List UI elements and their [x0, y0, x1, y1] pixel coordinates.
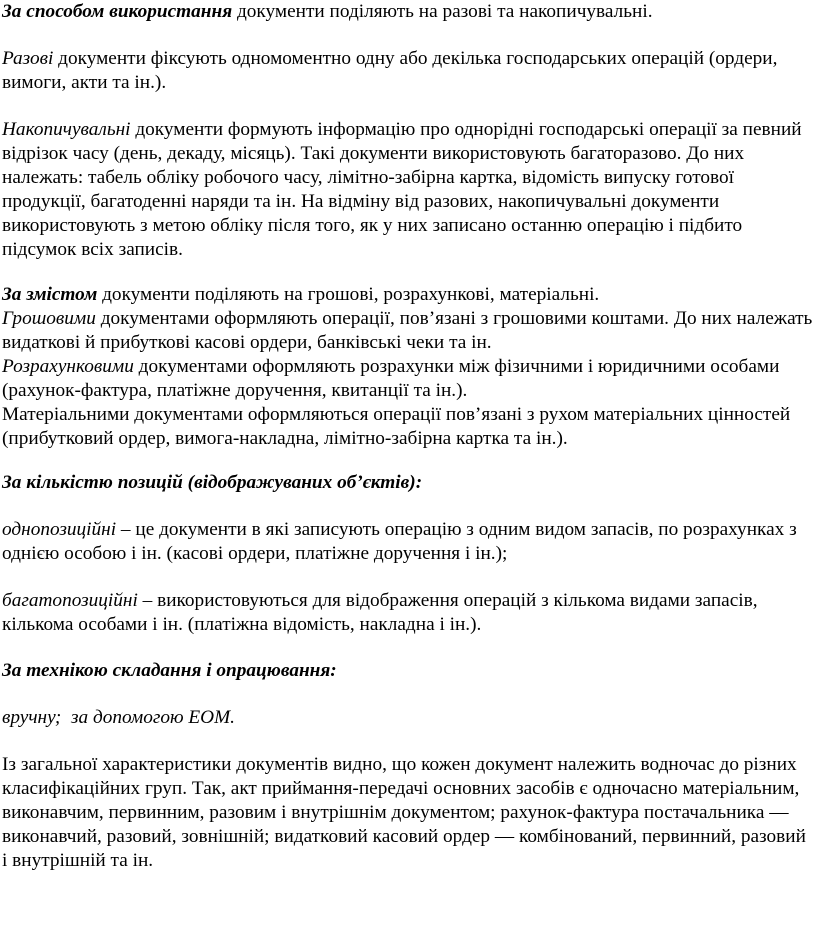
term-cumulative: Накопичувальні — [2, 119, 131, 140]
cash-documents-line — [2, 307, 814, 355]
paragraph-text: документи поділяють на грошові, розрахункові, матеріальні. — [97, 284, 600, 305]
paragraph-cumulative-documents — [2, 118, 814, 262]
paragraph-single-position — [2, 518, 814, 566]
settlement-documents-line — [2, 355, 814, 403]
paragraph-conclusion: Із загальної характеристики документів видно, що кожен документ належить водночас до різних класифікаційних груп. Так, акт приймання-передачі основних засобів є одночасно матеріальним, виконавчим, первинним, разовим і внутрішнім документом; рахунок-фактура постачальника — виконавчий, разовий, зовнішній; видатковий касовий ордер — комбінований, первинний, разовий і внутрішній та ін. — [2, 754, 806, 871]
paragraph-text: документи поділяють на разові та накопичувальні. — [232, 1, 653, 22]
term-settlement: Розрахунковими — [2, 356, 134, 377]
term-by-content: За змістом — [2, 284, 98, 305]
paragraph-text: документами оформляють операції, пов’язані з грошовими коштами. До них належать видаткові й прибуткові касові ордери, банківські чеки та ін. — [2, 308, 813, 353]
term-multi-position: багатопозиційні — [2, 590, 138, 611]
paragraph-text: – це документи в які записують операцію з одним видом запасів, по розрахунках з однією особою і ін. (касові ордери, платіжне доручення і ін.); — [2, 519, 797, 564]
paragraph-multi-position — [2, 589, 814, 637]
paragraph-usage-classification — [2, 0, 814, 24]
paragraph-text: документи фіксують одномоментно одну або декілька господарських операцій (ордери, вимоги, акти та ін.). — [2, 48, 778, 93]
term-cash: Грошовими — [2, 308, 96, 329]
paragraph-one-time-documents — [2, 47, 814, 95]
term-single-position: однопозиційні — [2, 519, 117, 540]
paragraph-text: документами оформляють розрахунки між фізичними і юридичними особами (рахунок-фактура, платіжне доручення, квитанції та ін.). — [2, 356, 780, 401]
content-classification-line — [2, 283, 814, 307]
material-documents-line: Матеріальними документами оформляються операції пов’язані з рухом матеріальних цінностей (прибутковий ордер, вимога-накладна, лімітно-забірна картка та ін.). — [2, 404, 791, 449]
term-one-time: Разові — [2, 48, 54, 69]
section-by-content — [2, 283, 814, 451]
paragraph-text: – використовуються для відображення операцій з кількома видами запасів, кількома особами і ін. (платіжна відомість, накладна і ін.). — [2, 590, 758, 635]
heading-by-positions: За кількістю позицій (відображуваних об’єктів): — [2, 472, 423, 493]
paragraph-text: документи формують інформацію про однорідні господарські операції за певний відрізок часу (день, декаду, місяць). Такі документи використовують багаторазово. До них належать: табель обліку робочого часу, лімітно-забірна картка, відомість випуску готової продукції, багатоденні наряди та ін. На відміну від разових, накопичувальні документи використовують з метою обліку після того, як у них записано останню операцію і підбито підсумок всіх записів. — [2, 119, 802, 260]
paragraph-technique-options: вручну; за допомогою ЕОМ. — [2, 707, 235, 728]
term-by-usage: За способом використання — [2, 1, 233, 22]
heading-by-technique: За технікою складання і опрацювання: — [2, 660, 337, 681]
